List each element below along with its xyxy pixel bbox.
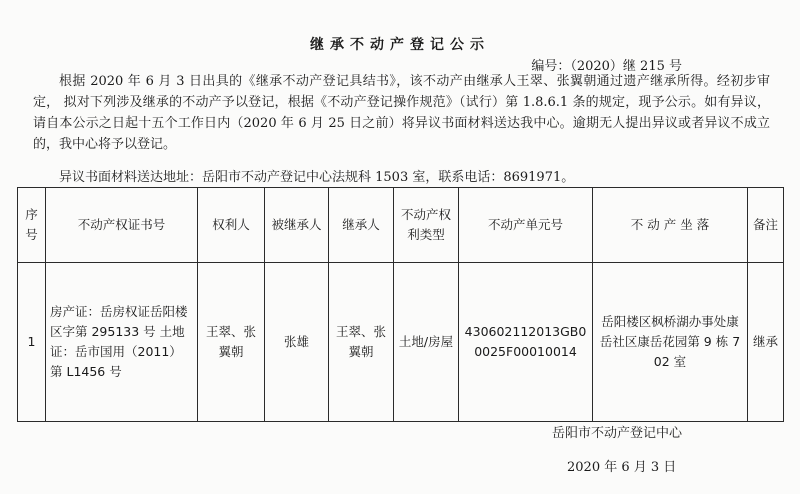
- property-table: [17, 187, 784, 422]
- cell-seq: 1: [18, 263, 46, 422]
- header-decedent: 被继承人: [265, 188, 329, 263]
- table-row: [18, 263, 784, 422]
- cell-right-type: 土地/房屋: [394, 263, 459, 422]
- issuer-signature: 岳阳市不动产登记中心: [552, 426, 683, 441]
- table-header-row: [18, 188, 784, 263]
- cell-unit-no: 430602112013GB00025F00010014: [459, 263, 593, 422]
- header-seq: 序号: [18, 188, 46, 263]
- cell-remark: 继承: [748, 263, 784, 422]
- cell-heir: 王翠、张翼朝: [329, 263, 394, 422]
- document-number: 编号：（2020）继 215 号: [531, 59, 682, 74]
- objection-address-line: 异议书面材料送达地址：岳阳市不动产登记中心法规科 1503 室，联系电话：8691971。: [59, 170, 575, 185]
- cell-location: 岳阳楼区枫桥湖办事处康岳社区康岳花园第 9 栋 702 室: [593, 263, 748, 422]
- header-location: 不 动 产 坐 落: [593, 188, 748, 263]
- header-remark: 备注: [748, 188, 784, 263]
- notice-title: 继承不动产登记公示: [310, 37, 490, 53]
- header-owner: 权利人: [198, 188, 265, 263]
- notice-body-paragraph: 根据 2020 年 6 月 3 日出具的《继承不动产登记具结书》，该不动产由继承人王翠、张翼朝通过遗产继承所得。经初步审定， 拟对下列涉及继承的不动产予以登记，根据《不动产登记操作规范》（试行）第 1.8.6.1 条的规定，现予公示。如有异议，请自本公示之日起十五个工作日内（2020 年 6 月 25 日之前）将异议书面材料送达我中心。逾期无人提出异议或者异议不成立的，我中心将予以登记。: [33, 74, 770, 152]
- header-right-type: 不动产权利类型: [394, 188, 459, 263]
- header-cert-no: 不动产权证书号: [46, 188, 198, 263]
- issue-date: 2020 年 6 月 3 日: [567, 460, 677, 475]
- cell-cert-no: 房产证：岳房权证岳阳楼区字第 295133 号 土地证：岳市国用（2011）第 L1456 号: [46, 263, 198, 422]
- cell-owner: 王翠、张翼朝: [198, 263, 265, 422]
- header-unit-no: 不动产单元号: [459, 188, 593, 263]
- header-heir: 继承人: [329, 188, 394, 263]
- cell-decedent: 张雄: [265, 263, 329, 422]
